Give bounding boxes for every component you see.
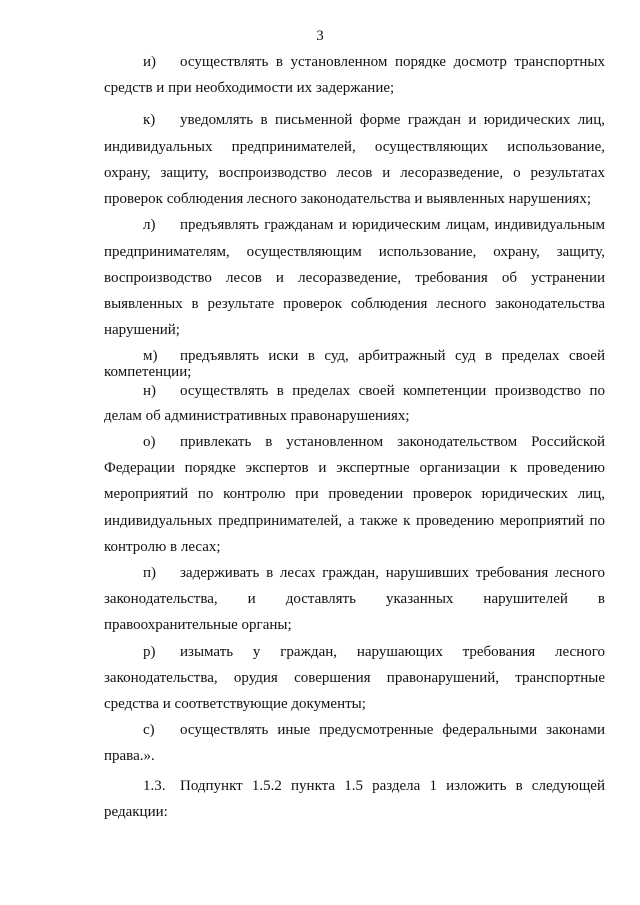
item-marker: р) [143,644,156,660]
item-marker: с) [143,722,155,738]
item-line: проверок соблюдения лесного законодательства и выявленных нарушениях; [104,191,592,207]
item-line: предпринимателям, осуществляющим использование, охрану, защиту, [104,244,605,260]
item-first-line: привлекать в установленном законодательством Российской [180,434,605,450]
item-first-line: предъявлять иски в суд, арбитражный суд в пределах своей [180,348,605,364]
item-first-line: изымать у граждан, нарушающих требования лесного [180,644,605,660]
item-line: права.». [104,748,155,764]
item-marker: л) [143,217,156,233]
item-line: нарушений; [104,322,180,338]
item-line: контролю в лесах; [104,539,221,555]
item-marker: м) [143,348,158,364]
item-line: законодательства, и доставлять указанных нарушителей в [104,591,605,607]
item-marker: п) [143,565,157,581]
item-first-line: осуществлять в пределах своей компетенции производство по [180,383,605,399]
item-line: законодательства, орудия совершения правонарушений, транспортные [104,670,605,686]
item-line: средств и при необходимости их задержание; [104,80,395,96]
item-marker: н) [143,383,157,399]
item-line: делам об административных правонарушениях; [104,408,410,424]
item-first-line: предъявлять гражданам и юридическим лицам, индивидуальным [180,217,605,233]
item-first-line: осуществлять иные предусмотренные федеральными законами [180,722,605,738]
item-line: средства и соответствующие документы; [104,696,366,712]
item-line: Федерации порядке экспертов и экспертные организации к проведению [104,460,605,476]
item-line: индивидуальных предпринимателей, а также к проведению мероприятий по [104,513,605,529]
item-marker: о) [143,434,156,450]
item-line: воспроизводство лесов и лесоразведение, требования об устранении [104,270,605,286]
item-line: мероприятий по контролю при проведении проверок юридических лиц, [104,486,605,502]
item-first-line: задерживать в лесах граждан, нарушивших требования лесного [180,565,605,581]
item-line: редакции: [104,804,168,820]
item-marker: и) [143,54,157,70]
item-line: выявленных в результате проверок соблюдения лесного законодательства [104,296,605,312]
item-marker: к) [143,112,156,128]
item-line: индивидуальных предпринимателей, осуществляющих использование, [104,139,605,155]
item-line: правоохранительные органы; [104,617,292,633]
item-first-line: осуществлять в установленном порядке досмотр транспортных [180,54,605,70]
item-first-line: уведомлять в письменной форме граждан и юридических лиц, [180,112,605,128]
item-first-line: Подпункт 1.5.2 пункта 1.5 раздела 1 изложить в следующей [180,778,605,794]
page-number: 3 [316,28,324,44]
item-line: компетенции; [104,364,192,380]
section-marker: 1.3. [143,778,166,794]
item-line: охрану, защиту, воспроизводство лесов и лесоразведение, о результатах [104,165,605,181]
